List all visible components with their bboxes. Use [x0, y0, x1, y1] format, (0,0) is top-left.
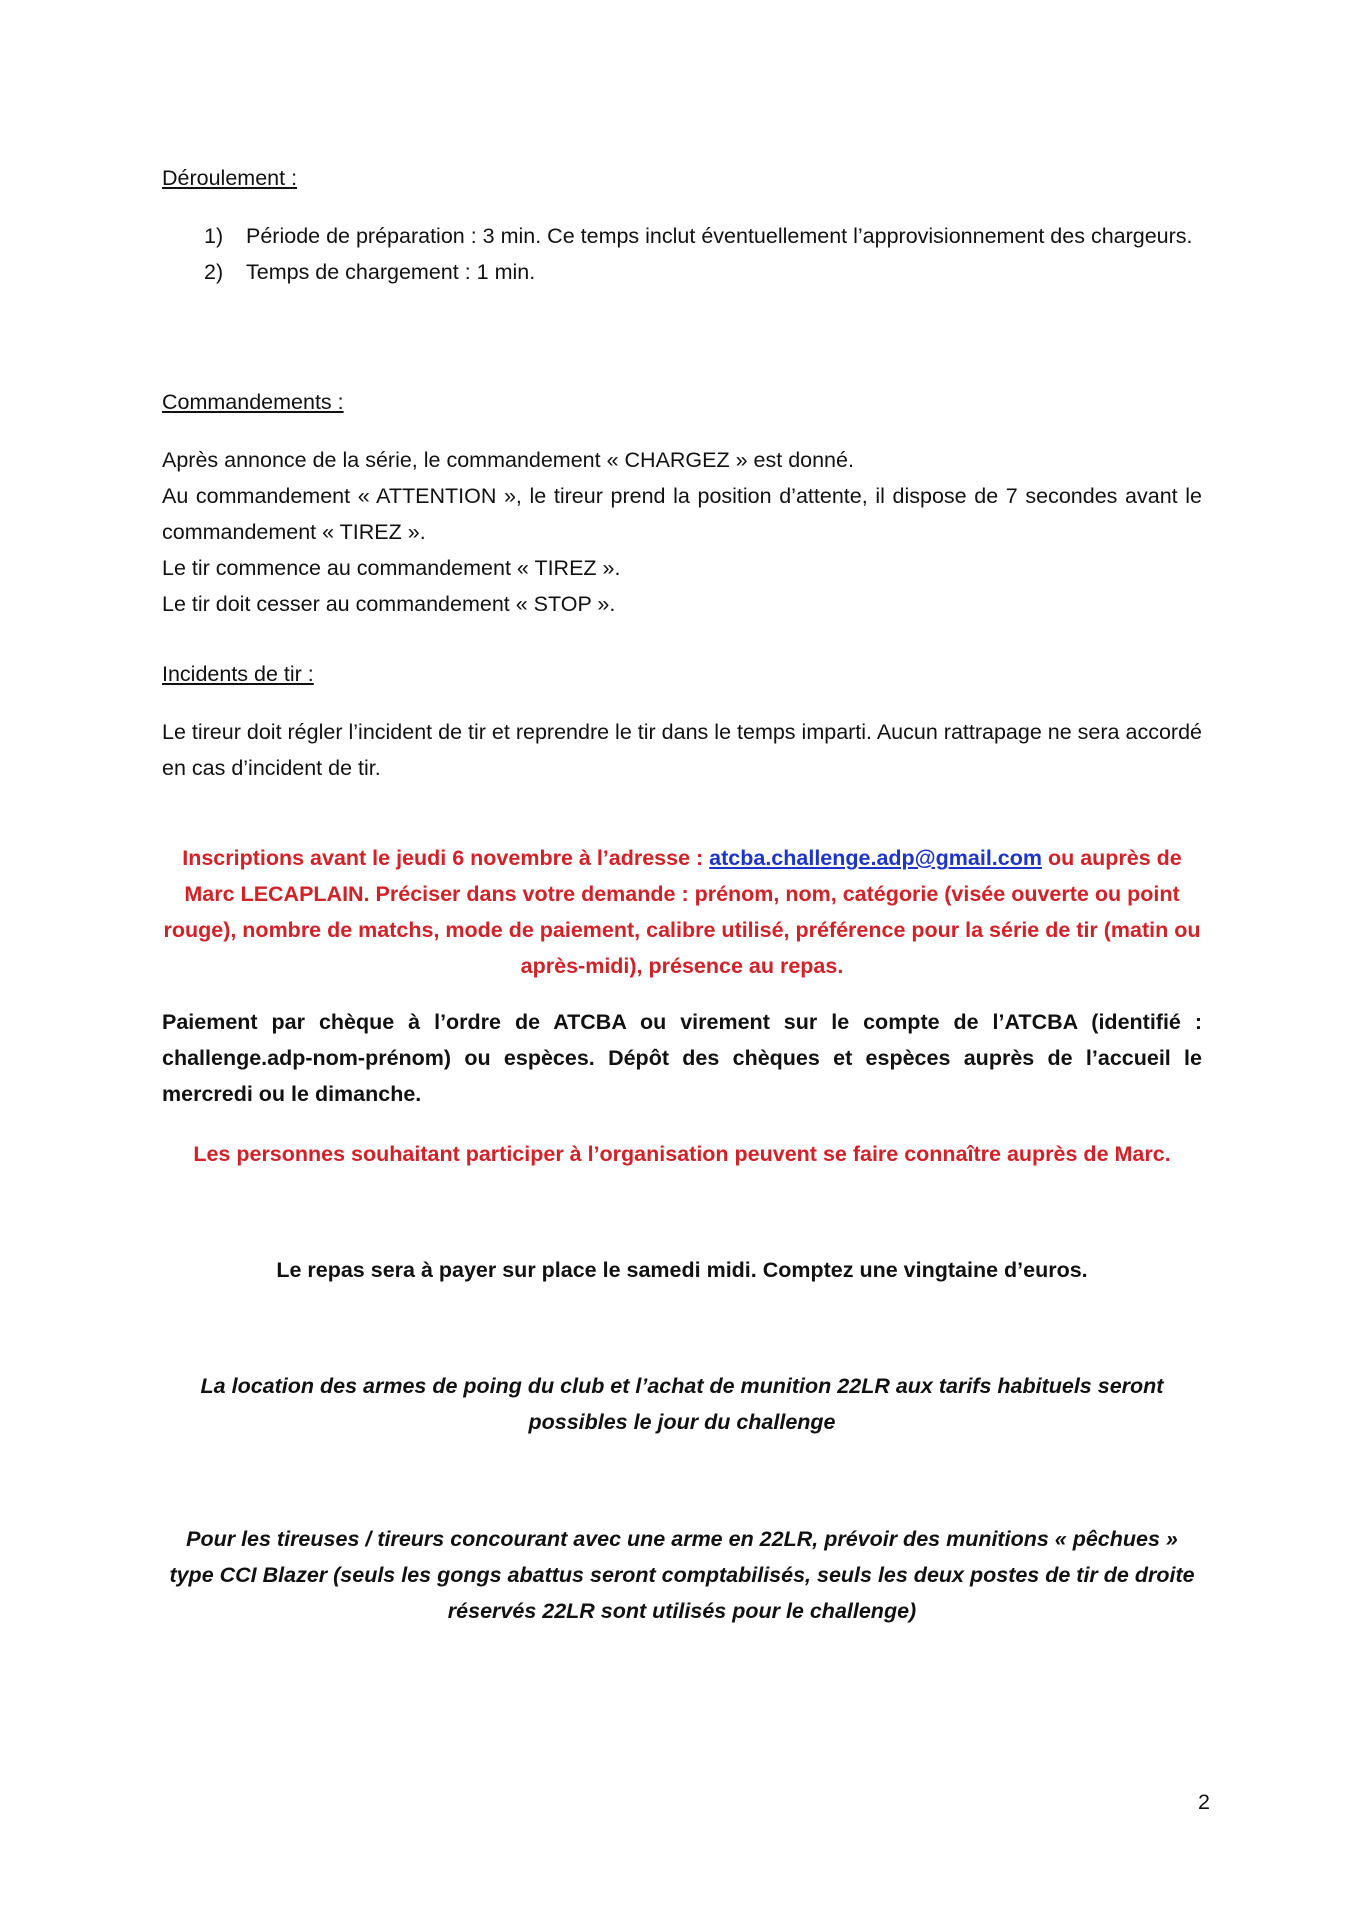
- deroulement-heading: Déroulement :: [162, 166, 298, 190]
- commandement-line: Le tir doit cesser au commandement « STOP ».: [162, 592, 616, 616]
- incidents-text: Le tireur doit régler l’incident de tir et reprendre le tir dans le temps imparti. Aucun rattrapage ne sera accordé en cas d’incident de tir.: [162, 720, 1202, 780]
- section-munitions: [162, 1521, 1202, 1629]
- page-number: 2: [1198, 1790, 1210, 1814]
- list-item: [162, 218, 1202, 254]
- section-organisation: [162, 1136, 1202, 1172]
- section-deroulement: [162, 160, 1202, 290]
- list-number: 2): [204, 260, 224, 284]
- list-text: Temps de chargement : 1 min.: [246, 260, 536, 284]
- section-location: [162, 1368, 1202, 1440]
- list-number: 1): [204, 224, 224, 248]
- section-repas: [162, 1252, 1202, 1288]
- paiement-text: Paiement par chèque à l’ordre de ATCBA ou virement sur le compte de l’ATCBA (identifié : challenge.adp-nom-prénom) ou espèces. Dépôt des chèques et espèces auprès de l’accueil le mercredi ou le dimanche.: [162, 1010, 1202, 1106]
- commandements-heading: Commandements :: [162, 390, 344, 414]
- inscriptions-text: [162, 840, 1202, 984]
- email-link[interactable]: atcba.challenge.adp@gmail.com: [709, 846, 1042, 870]
- organisation-text: Les personnes souhaitant participer à l’organisation peuvent se faire connaître auprès de Marc.: [193, 1142, 1171, 1166]
- list-text: Période de préparation : 3 min. Ce temps inclut éventuellement l’approvisionnement des chargeurs.: [246, 224, 1193, 248]
- munitions-text: Pour les tireuses / tireurs concourant avec une arme en 22LR, prévoir des munitions « pêchues » type CCI Blazer (seuls les gongs abattus seront comptabilisés, seuls les deux postes de tir de droite réservés 22LR sont utilisés pour le challenge): [169, 1527, 1195, 1623]
- section-commandements: [162, 384, 1202, 622]
- inscriptions-before: Inscriptions avant le jeudi 6 novembre à l’adresse :: [182, 846, 710, 870]
- section-paiement: [162, 1004, 1202, 1112]
- commandement-line: Au commandement « ATTENTION », le tireur prend la position d’attente, il dispose de 7 secondes avant le commandement « TIREZ ».: [162, 484, 1202, 544]
- commandement-line: Le tir commence au commandement « TIREZ ».: [162, 556, 621, 580]
- commandement-line: Après annonce de la série, le commandement « CHARGEZ » est donné.: [162, 448, 854, 472]
- location-text: La location des armes de poing du club et l’achat de munition 22LR aux tarifs habituels seront possibles le jour du challenge: [200, 1374, 1164, 1434]
- inscriptions-after: ou auprès de Marc LECAPLAIN. Préciser dans votre demande : prénom, nom, catégorie (visée ouverte ou point rouge), nombre de matchs, mode de paiement, calibre utilisé, préférence pour la série de tir (matin ou après-midi), présence au repas.: [163, 846, 1201, 978]
- repas-text: Le repas sera à payer sur place le samedi midi. Comptez une vingtaine d’euros.: [276, 1258, 1088, 1282]
- section-incidents: [162, 656, 1202, 786]
- incidents-heading: Incidents de tir :: [162, 662, 314, 686]
- section-inscriptions: [162, 840, 1202, 984]
- list-item: [162, 254, 1202, 290]
